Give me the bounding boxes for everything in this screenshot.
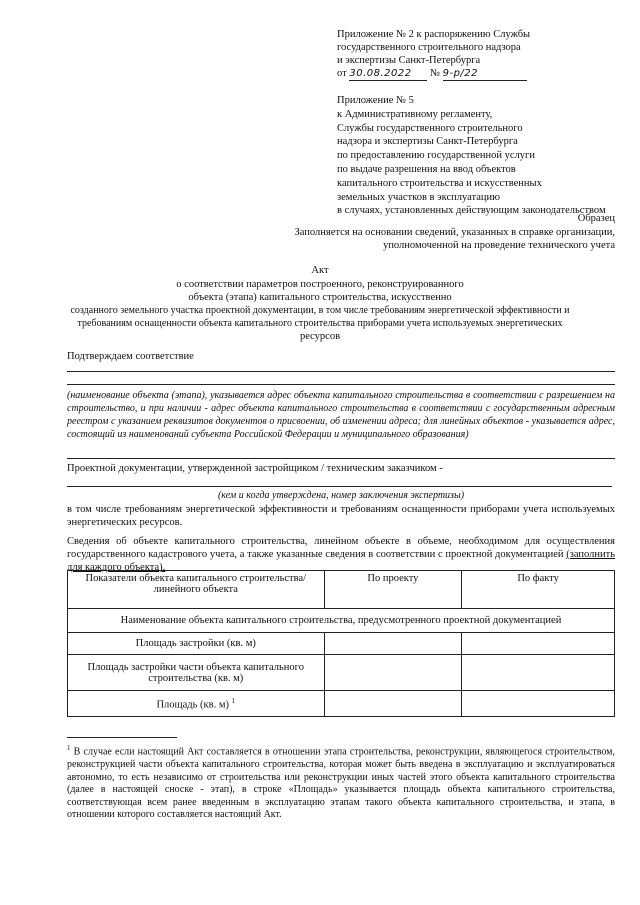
appendix-reg-line: по выдаче разрешения на ввод объектов [337, 163, 516, 175]
order-number: 9-р/22 [443, 67, 527, 81]
footnote-separator [67, 737, 177, 738]
info-text: Сведения об объекте капитального строительства, линейном объекте в объеме, необходимом для осуществления государственного кадастрового учета, а также указанные сведения в соответствии с проектной документацией [67, 536, 615, 560]
separator-line [67, 458, 615, 459]
appendix-order-line-3: и экспертизы Санкт-Петербурга [337, 55, 481, 66]
approved-note: (кем и когда утверждена, номер заключения экспертизы) [217, 490, 465, 501]
row-area [68, 691, 325, 717]
act-subtitle-1: о соответствии параметров построенного, реконструированного [176, 279, 464, 290]
appendix-order-block [337, 28, 627, 81]
cell-fact[interactable] [462, 633, 615, 655]
footnote-text: В случае если настоящий Акт составляется в отношении этапа строительства, реконструкции, являющегося строительством, реконструкцией части объекта капитального строительства, которая может быть введена в эксплуатацию и эксплуатироваться автономно, то есть независимо от строительства или реконструкции иных частей этого объекта капитального строительства (далее в настоящей сноске - этап), в строке «Площадь» указывается площадь объекта капитального строительства, соответствующая всем ранее введенным в эксплуатацию этапам такого объекта капитального строительства, и этапа, в отношении которого составляется настоящий Акт. [67, 746, 615, 821]
section-name: Наименование объекта капитального строительства, предусмотренного проектной документацией [68, 609, 615, 633]
act-subtitle-3: созданного земельного участка проектной документации, в том числе требованиям энергетической эффективности и [70, 305, 570, 316]
cell-project[interactable] [324, 691, 462, 717]
row-built-area: Площадь застройки (кв. м) [68, 633, 325, 655]
project-doc-label: Проектной документации, утвержденной застройщиком / техническим заказчиком - [67, 463, 443, 474]
object-blank-line-2 [67, 384, 615, 385]
sample-label: Образец [577, 213, 615, 224]
order-date: 30.08.2022 [349, 67, 427, 81]
appendix-order-line-2: государственного строительного надзора [337, 42, 521, 53]
project-doc-blank-line [67, 486, 612, 487]
act-subtitle-5: ресурсов [299, 331, 341, 342]
cell-project[interactable] [324, 633, 462, 655]
info-fill-note: (заполнить для каждого объекта). [67, 549, 615, 573]
cell-fact[interactable] [462, 655, 615, 691]
appendix-reg-line: Приложение № 5 [337, 95, 414, 106]
table-row [68, 633, 615, 655]
table-row [68, 691, 615, 717]
header-project: По проекту [324, 571, 462, 609]
act-subtitle-2: объекта (этапа) капитального строительства, искусственно [188, 292, 452, 303]
row-area-footnote-mark: 1 [231, 696, 236, 705]
appendix-order-line-1: Приложение № 2 к распоряжению Службы [337, 29, 531, 40]
from-label: от [337, 68, 347, 79]
appendix-reg-line: к Административному регламенту, [337, 108, 493, 120]
footnote [67, 742, 615, 822]
act-subtitle-4: требованиям оснащенности объекта капитального строительства приборами учета используемых энергетических [77, 318, 563, 329]
header-fact: По факту [462, 571, 615, 609]
energy-text: в том числе требованиям энергетической эффективности и требованиям оснащенности приборами учета используемых энергетических ресурсов. [67, 504, 615, 528]
appendix-reg-line: в случаях, установленных действующим законодательством [337, 205, 606, 217]
table-header-row [68, 571, 615, 609]
info-block [67, 535, 615, 574]
confirm-label: Подтверждаем соответствие [67, 351, 194, 362]
appendix-reg-line: по предоставлению государственной услуги [337, 150, 535, 162]
footnote-mark: 1 [67, 744, 71, 752]
act-title: Акт [311, 265, 329, 276]
cell-project[interactable] [324, 655, 462, 691]
fill-note-2: уполномоченной на проведение технического учета [383, 240, 615, 251]
appendix-regulation-block [337, 94, 637, 218]
row-area-label: Площадь (кв. м) [156, 699, 229, 711]
appendix-reg-line: Службы государственного строительного [337, 122, 523, 134]
object-blank-line [67, 371, 615, 372]
header-indicators: Показатели объекта капитального строительства/линейного объекта [68, 571, 325, 609]
fill-note-1: Заполняется на основании сведений, указанных в справке организации, [294, 227, 615, 238]
indicators-table [67, 570, 615, 717]
table-row [68, 655, 615, 691]
appendix-reg-line: земельных участков в эксплуатацию [337, 191, 500, 203]
row-part-built-area: Площадь застройки части объекта капитального строительства (кв. м) [68, 655, 325, 691]
object-note: (наименование объекта (этапа), указывается адрес объекта капитального строительства в соответствии с разрешением на строительство, и при наличии - адрес объекта капитального строительства в соответствии с государственным адресным реестром с указанием реквизитов документов о присвоении, об изменении адреса; для линейных объектов - указывается адрес, состоящий из наименований субъекта Российской Федерации и муниципального образования) [67, 390, 615, 440]
appendix-reg-line: капитального строительства и искусственных [337, 177, 542, 189]
number-label: № [429, 68, 440, 79]
appendix-reg-line: надзора и экспертизы Санкт-Петербурга [337, 136, 518, 148]
cell-fact[interactable] [462, 691, 615, 717]
table-section-row [68, 609, 615, 633]
appendix-order-date-row [337, 67, 627, 81]
